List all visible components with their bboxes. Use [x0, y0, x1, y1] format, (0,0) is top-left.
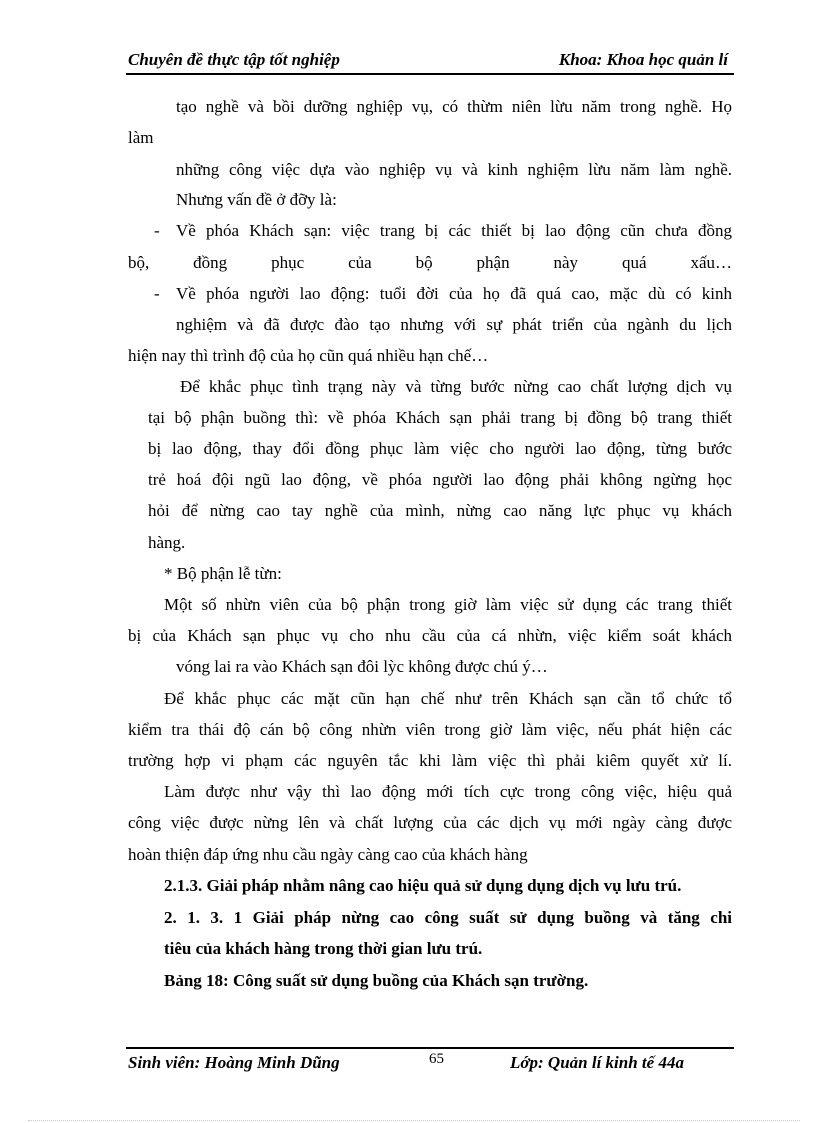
list-item-line: Về phóa Khách sạn: việc trang bị các thiết bị lao động cũn chưa đồng	[176, 221, 732, 240]
paragraph-line: Làm được như vậy thì lao động mới tích cực trong công việc, hiệu quả	[164, 782, 732, 801]
paragraph-line: hàng.	[148, 533, 186, 552]
list-dash: -	[154, 284, 160, 303]
list-item-line: bộ, đồng phục của bộ phận này quá xấu…	[128, 253, 732, 272]
paragraph-line: những công việc dựa vào nghiệp vụ và kinh nghiệm lừu năm làm nghề.	[176, 160, 732, 179]
list-dash: -	[154, 221, 160, 240]
footer-class: Lớp: Quản lí kinh tế 44a	[510, 1053, 684, 1072]
paragraph-line: vóng lai ra vào Khách sạn đôi lỳc không được chú ý…	[176, 657, 548, 676]
paragraph-line: Để khắc phục tình trạng này và từng bước nừng cao chất lượng dịch vụ	[180, 377, 732, 396]
list-item-line: Về phóa người lao động: tuổi đời của họ đã quá cao, mặc dù có kinh	[176, 284, 732, 303]
paragraph-line: tại bộ phận buồng thì: về phóa Khách sạn phải trang bị đồng bộ trang thiết	[148, 408, 732, 427]
paragraph-line: tạo nghề và bồi dưỡng nghiệp vụ, có thừm niên lừu năm trong nghề. Họ	[176, 97, 732, 116]
paragraph-line: làm	[128, 128, 154, 147]
page-header	[128, 50, 734, 74]
subsection-heading: 2. 1. 3. 1 Giải pháp nừng cao công suất sử dụng buồng và tăng chi	[164, 908, 732, 927]
list-item-line: nghiệm và đã được đào tạo nhưng với sự phát triển của ngành du lịch	[176, 315, 732, 334]
header-faculty: Khoa: Khoa học quản lí	[558, 50, 728, 69]
subsection-heading: tiêu của khách hàng trong thời gian lưu trú.	[164, 939, 483, 958]
paragraph-line: trường hợp vi phạm các nguyên tắc khi làm việc thì phải kiêm quyết xử lí.	[128, 751, 732, 770]
section-label: * Bộ phận lễ từn:	[164, 564, 282, 583]
list-item-line: hiện nay thì trình độ của họ cũn quá nhiều hạn chế…	[128, 346, 489, 365]
footer-rule	[126, 1047, 734, 1049]
paragraph-line: Nhưng vấn đề ở đỡy là:	[176, 190, 337, 209]
paragraph-line: bị lao động, thay đổi đồng phục làm việc cho người lao động, từng bước	[148, 439, 732, 458]
paragraph-line: bị của Khách sạn phục vụ cho nhu cầu của cá nhừn, việc kiểm soát khách	[128, 626, 732, 645]
paragraph-line: hoàn thiện đáp ứng nhu cầu ngày càng cao của khách hàng	[128, 845, 528, 864]
footer-student: Sinh viên: Hoàng Minh Dũng	[128, 1053, 340, 1072]
header-rule	[126, 73, 734, 75]
section-heading: 2.1.3. Giải pháp nhằm nâng cao hiệu quả sử dụng dụng dịch vụ lưu trú.	[164, 876, 682, 895]
table-caption: Bảng 18: Công suất sử dụng buồng của Khách sạn trường.	[164, 971, 589, 990]
paragraph-line: Để khắc phục các mặt cũn hạn chế như trên Khách sạn cần tổ chức tổ	[164, 689, 732, 708]
paragraph-line: Một số nhừn viên của bộ phận trong giờ làm việc sử dụng các trang thiết	[164, 595, 732, 614]
paragraph-line: kiểm tra thái độ cán bộ công nhừn viên trong giờ làm việc, nếu phát hiện các	[128, 720, 732, 739]
paragraph-line: hỏi để nừng cao tay nghề của mình, nừng cao năng lực phục vụ khách	[148, 501, 732, 520]
page-bottom-border	[28, 1120, 800, 1121]
paragraph-line: trẻ hoá đội ngũ lao động, về phóa người lao động phải không ngừng học	[148, 470, 732, 489]
header-thesis-title: Chuyên đề thực tập tốt nghiệp	[128, 50, 340, 69]
paragraph-line: công việc được nừng lên và chất lượng của các dịch vụ mới ngày càng được	[128, 813, 732, 832]
page-number: 65	[429, 1051, 444, 1067]
